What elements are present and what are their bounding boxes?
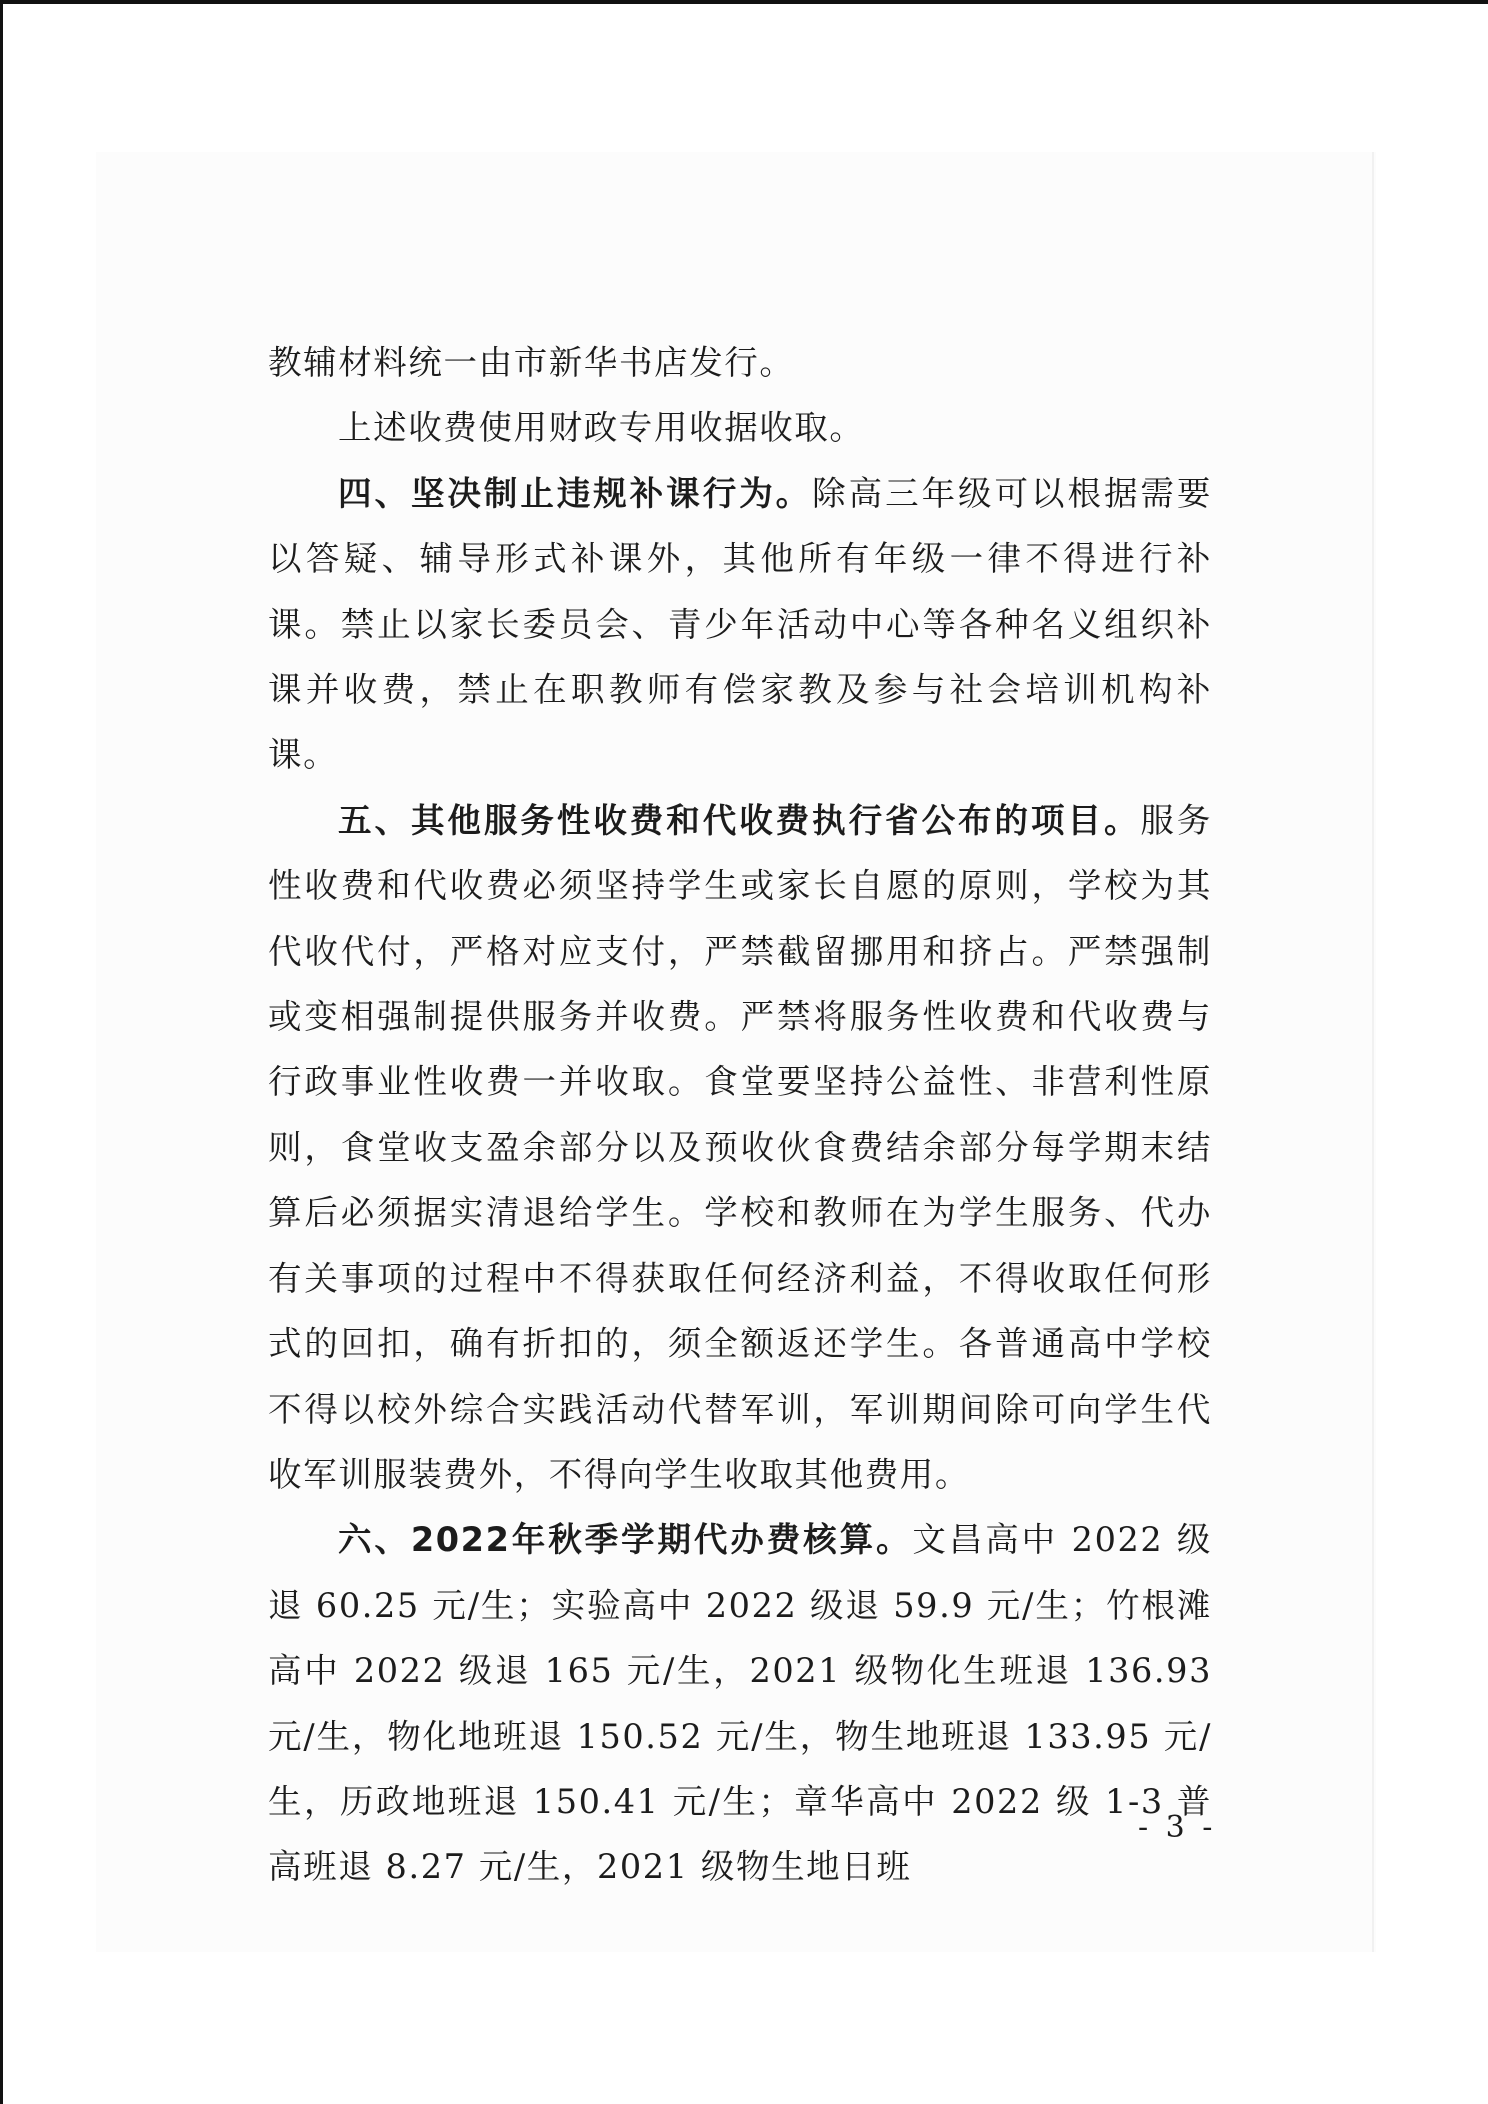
paragraph-section-5 [268, 788, 1212, 1507]
section-heading: 六、2022年秋季学期代办费核算。 [338, 1520, 913, 1560]
paragraph-section-6 [268, 1507, 1212, 1899]
section-heading: 五、其他服务性收费和代收费执行省公布的项目。 [338, 800, 1141, 840]
paragraph-text: 上述收费使用财政专用收据收取。 [338, 408, 865, 448]
paragraph-section-4 [268, 461, 1212, 788]
paragraph-receipt-note [268, 395, 1212, 460]
paragraph-continuation [268, 330, 1212, 395]
scan-border-left [0, 0, 3, 2104]
paper-edge [1372, 152, 1374, 1952]
section-heading: 四、坚决制止违规补课行为。 [338, 473, 813, 513]
paragraph-text: 除高三年级可以根据需要以答疑、辅导形式补课外，其他所有年级一律不得进行补课。禁止以家长委员会、青少年活动中心等各种名义组织补课并收费，禁止在职教师有偿家教及参与社会培训机构补课。 [268, 473, 1212, 775]
paragraph-text: 服务性收费和代收费必须坚持学生或家长自愿的原则，学校为其代收代付，严格对应支付，严禁截留挪用和挤占。严禁强制或变相强制提供服务并收费。严禁将服务性收费和代收费与行政事业性收费一并收取。食堂要坚持公益性、非营利性原则，食堂收支盈余部分以及预收伙食费结余部分每学期末结算后必须据实清退给学生。学校和教师在为学生服务、代办有关事项的过程中不得获取任何经济利益，不得收取任何形式的回扣，确有折扣的，须全额返还学生。各普通高中学校不得以校外综合实践活动代替军训，军训期间除可向学生代收军训服装费外，不得向学生收取其他费用。 [268, 800, 1212, 1494]
paragraph-text: 文昌高中 2022 级退 60.25 元/生；实验高中 2022 级退 59.9 元/生；竹根滩高中 2022 级退 165 元/生，2021 级物化生班退 136.93 元/生，物化地班退 150.52 元/生，物生地班退 133.95 元/生，历政地班退 150.41 元/生；章华高中 2022 级 1-3 普高班退 8.27 元/生，2021 级物生地日班 [268, 1520, 1212, 1887]
body-text [268, 330, 1212, 1900]
scan-border-top [0, 0, 1488, 4]
page-number: - 3 - [1138, 1810, 1217, 1845]
paragraph-text: 教辅材料统一由市新华书店发行。 [268, 343, 795, 382]
